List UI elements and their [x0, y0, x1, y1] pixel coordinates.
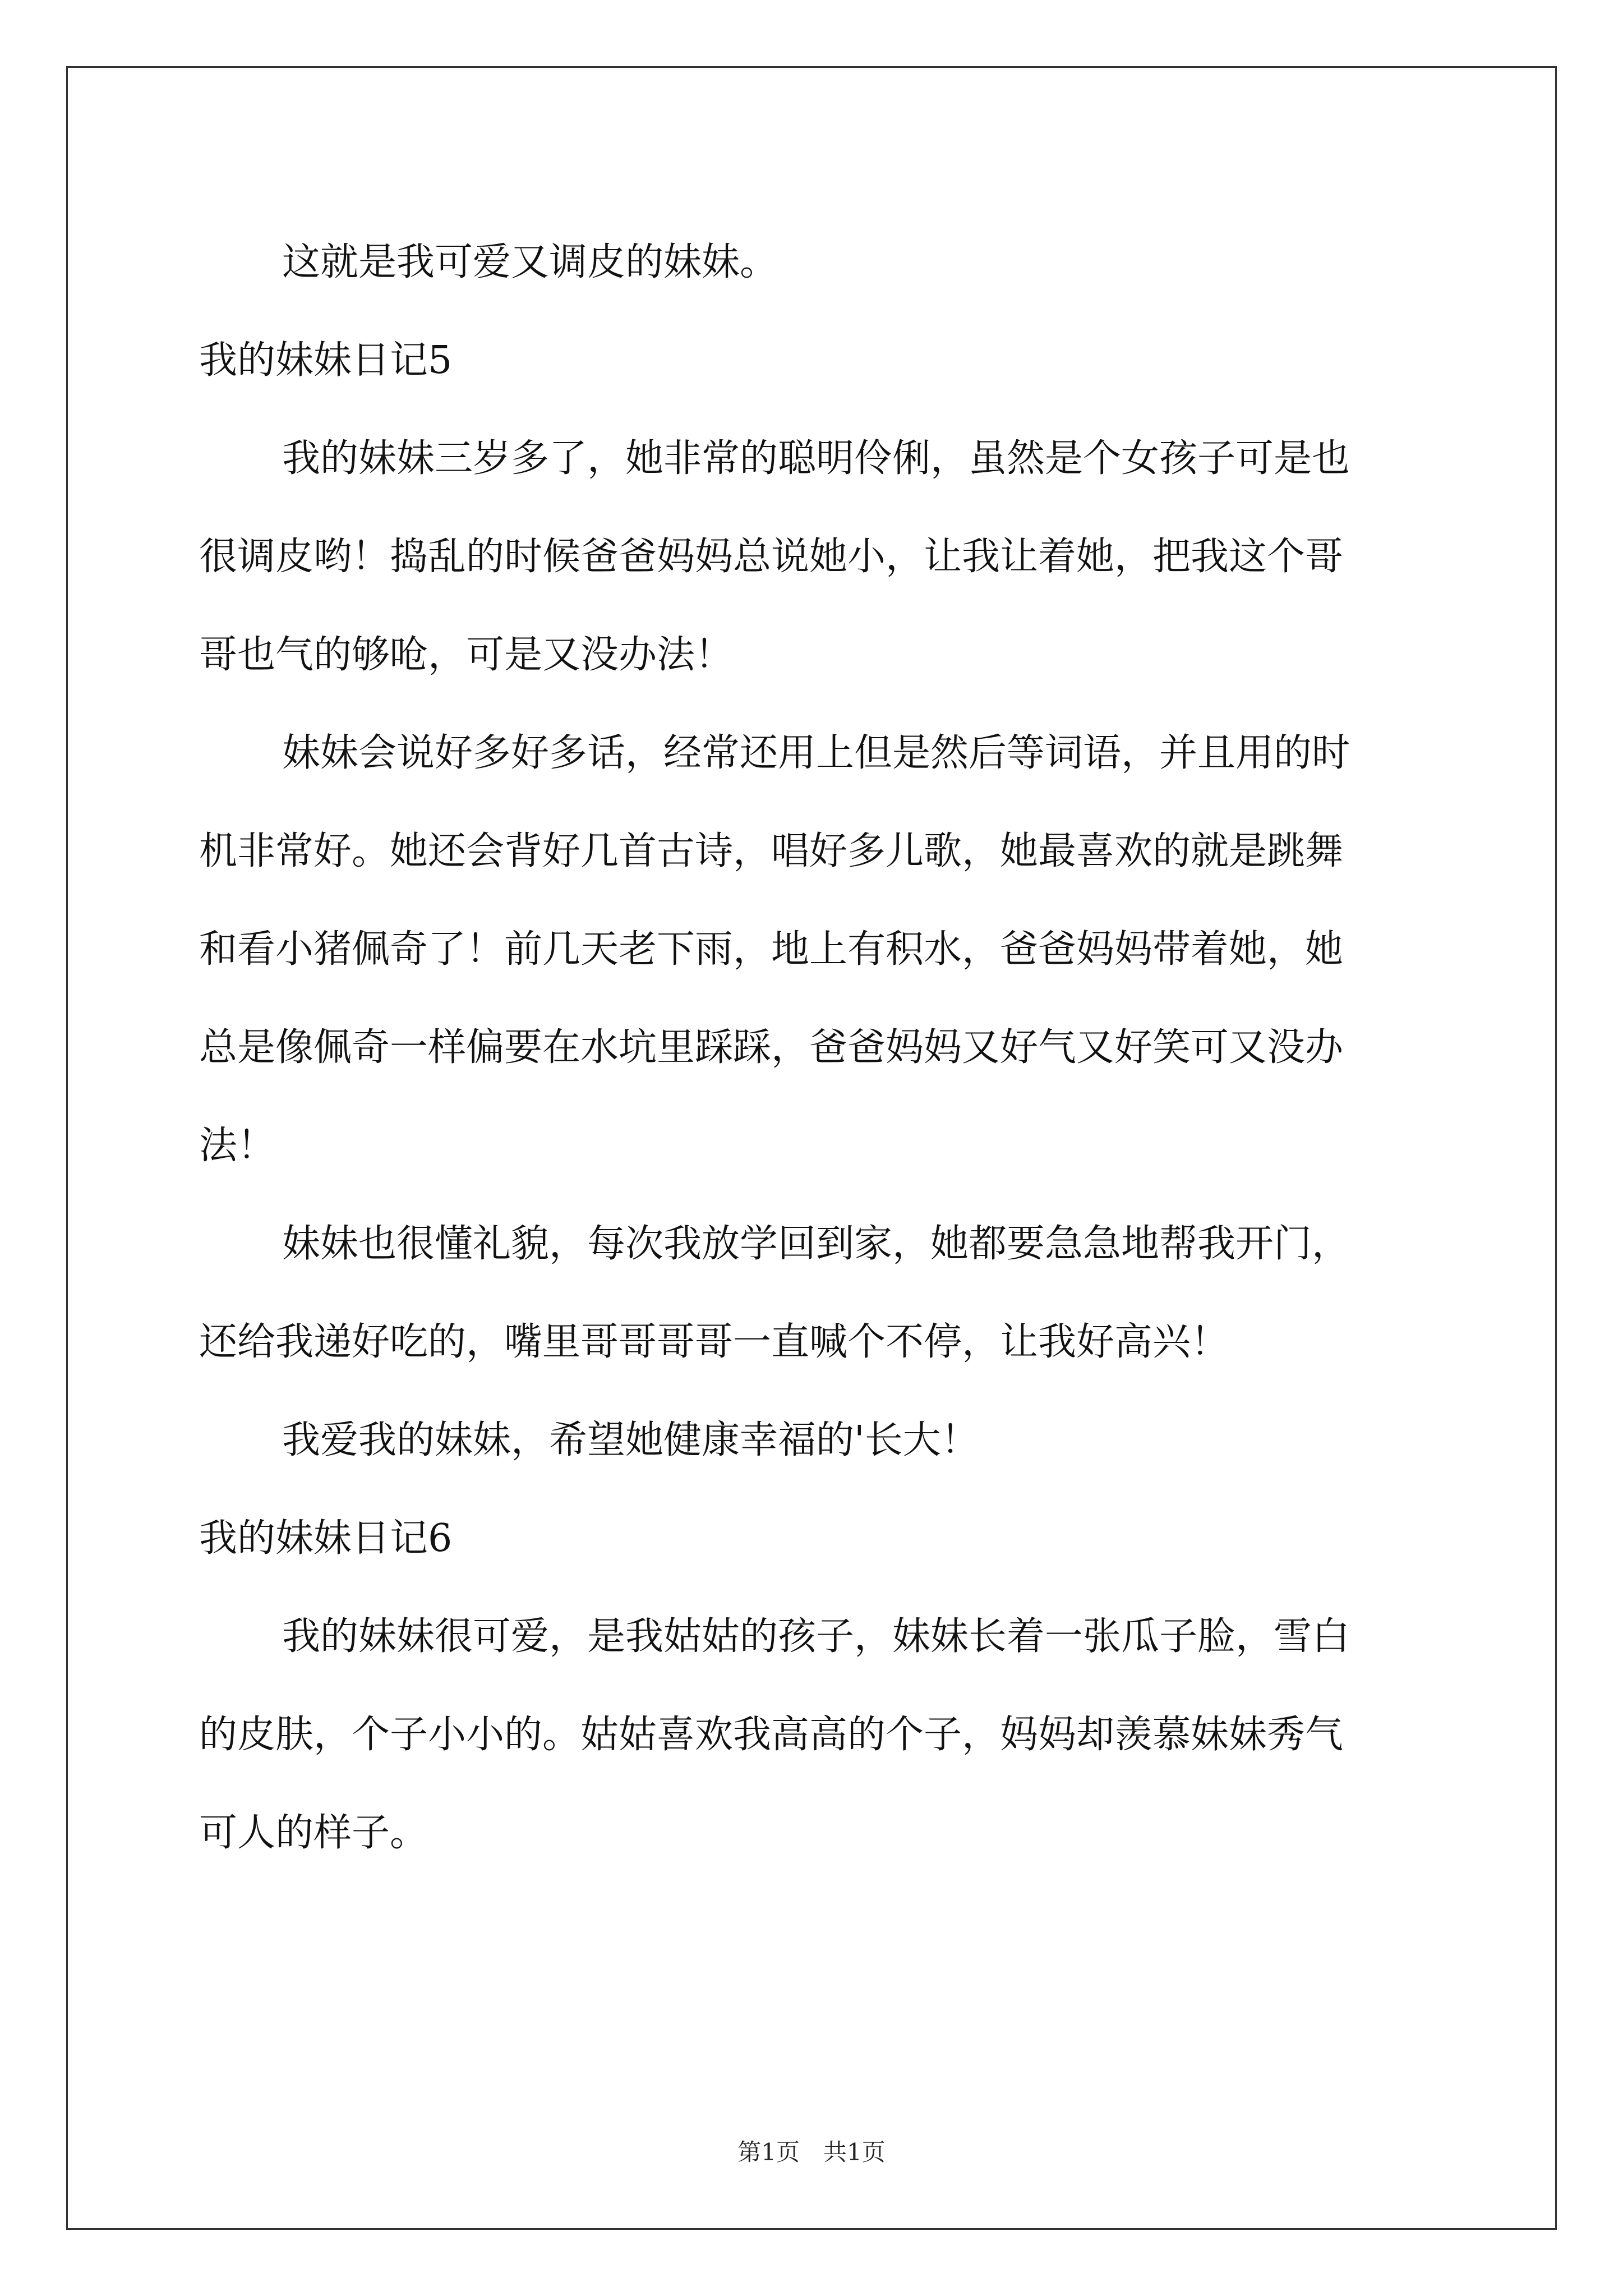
text-line: 法！: [199, 1124, 276, 1168]
text-line: 我的妹妹很可爱，是我姑姑的孩子，妹妹长着一张瓜子脸，雪白: [282, 1614, 1350, 1659]
text-line: 这就是我可爱又调皮的妹妹。: [282, 240, 778, 284]
page-number-footer: 第1页 共1页: [737, 2138, 886, 2166]
text-line: 总是像佩奇一样偏要在水坑里踩踩，爸爸妈妈又好气又好笑可又没办: [199, 1025, 1344, 1070]
text-line: 的皮肤，个子小小的。姑姑喜欢我高高的个子，妈妈却羡慕妹妹秀气: [199, 1713, 1344, 1757]
text-line: 妹妹也很懂礼貌，每次我放学回到家，她都要急急地帮我开门，: [282, 1222, 1350, 1266]
text-line: 和看小猪佩奇了！前几天老下雨，地上有积水，爸爸妈妈带着她，她: [199, 927, 1344, 972]
text-line: 机非常好。她还会背好几首古诗，唱好多儿歌，她最喜欢的就是跳舞: [199, 829, 1344, 873]
text-line: 我的妹妹三岁多了，她非常的聪明伶俐，虽然是个女孩子可是也: [282, 436, 1350, 481]
section-heading: 我的妹妹日记6: [199, 1516, 453, 1561]
text-line: 我爱我的妹妹，希望她健康幸福的'长大！: [282, 1418, 979, 1462]
text-line: 妹妹会说好多好多话，经常还用上但是然后等词语，并且用的时: [282, 731, 1350, 775]
text-line: 哥也气的够呛，可是又没办法！: [199, 633, 734, 677]
text-line: 可人的样子。: [199, 1811, 428, 1855]
text-line: 还给我递好吃的，嘴里哥哥哥哥一直喊个不停，让我好高兴！: [199, 1320, 1229, 1364]
document-body: [199, 213, 1433, 1882]
section-heading: 我的妹妹日记5: [199, 338, 453, 383]
text-line: 很调皮哟！捣乱的时候爸爸妈妈总说她小，让我让着她，把我这个哥: [199, 535, 1344, 579]
